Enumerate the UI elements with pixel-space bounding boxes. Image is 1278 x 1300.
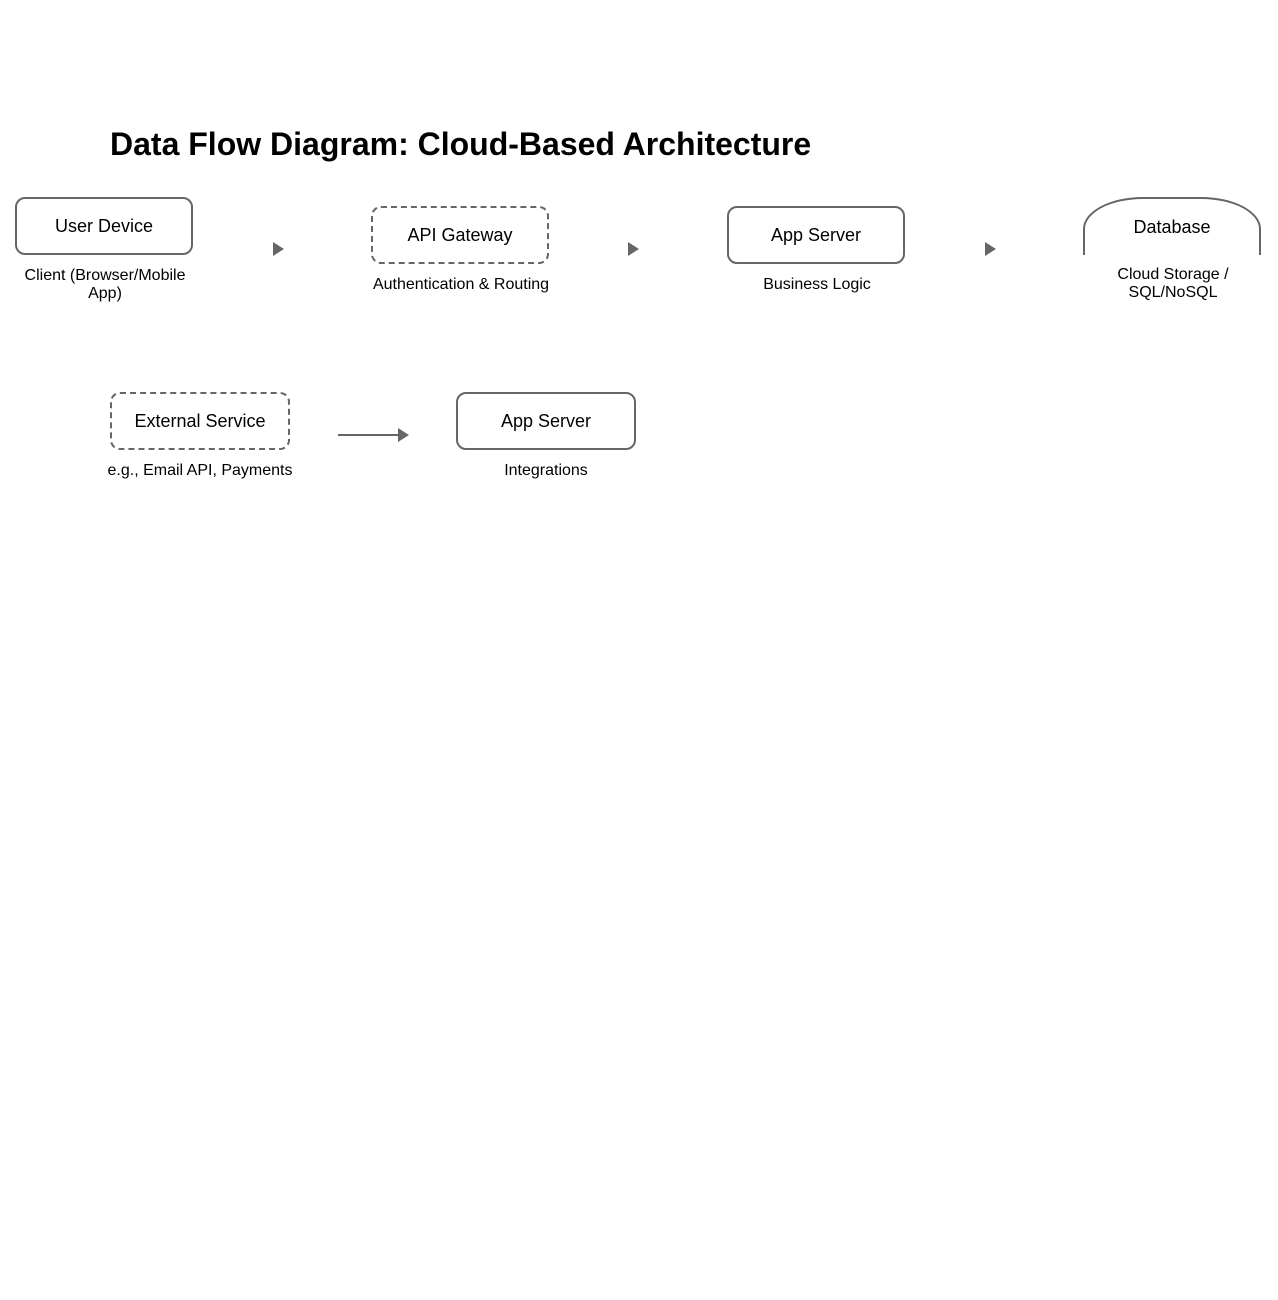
- flow-arrow-server-to-database: [985, 242, 996, 256]
- app-server-node: [727, 206, 905, 264]
- api-gateway-node: [371, 206, 549, 264]
- external-service-label: External Service: [134, 410, 266, 431]
- database-caption: Cloud Storage / SQL/NoSQL: [1117, 266, 1229, 301]
- diagram-title: Data Flow Diagram: Cloud-Based Architecture: [110, 126, 812, 162]
- app-server-label: App Server: [770, 224, 862, 245]
- api-gateway-label: API Gateway: [407, 224, 513, 245]
- flow-arrow-line-external-to-server: [338, 434, 400, 436]
- external-service-node: [110, 392, 290, 450]
- user-device-label: User Device: [54, 215, 154, 236]
- app-server-caption: Business Logic: [763, 276, 871, 293]
- database-node: [1083, 197, 1261, 255]
- external-service-caption: e.g., Email API, Payments: [107, 462, 293, 479]
- integrations-server-node: [456, 392, 636, 450]
- flow-arrow-gateway-to-server: [628, 242, 639, 256]
- user-device-caption: Client (Browser/Mobile App): [24, 267, 186, 302]
- integrations-server-label: App Server: [500, 410, 592, 431]
- integrations-server-caption: Integrations: [504, 462, 588, 479]
- flow-arrow-user-to-gateway: [273, 242, 284, 256]
- api-gateway-caption: Authentication & Routing: [372, 276, 550, 293]
- database-label: Database: [1133, 216, 1211, 237]
- user-device-node: [15, 197, 193, 255]
- flow-arrow-external-to-server: [398, 428, 409, 442]
